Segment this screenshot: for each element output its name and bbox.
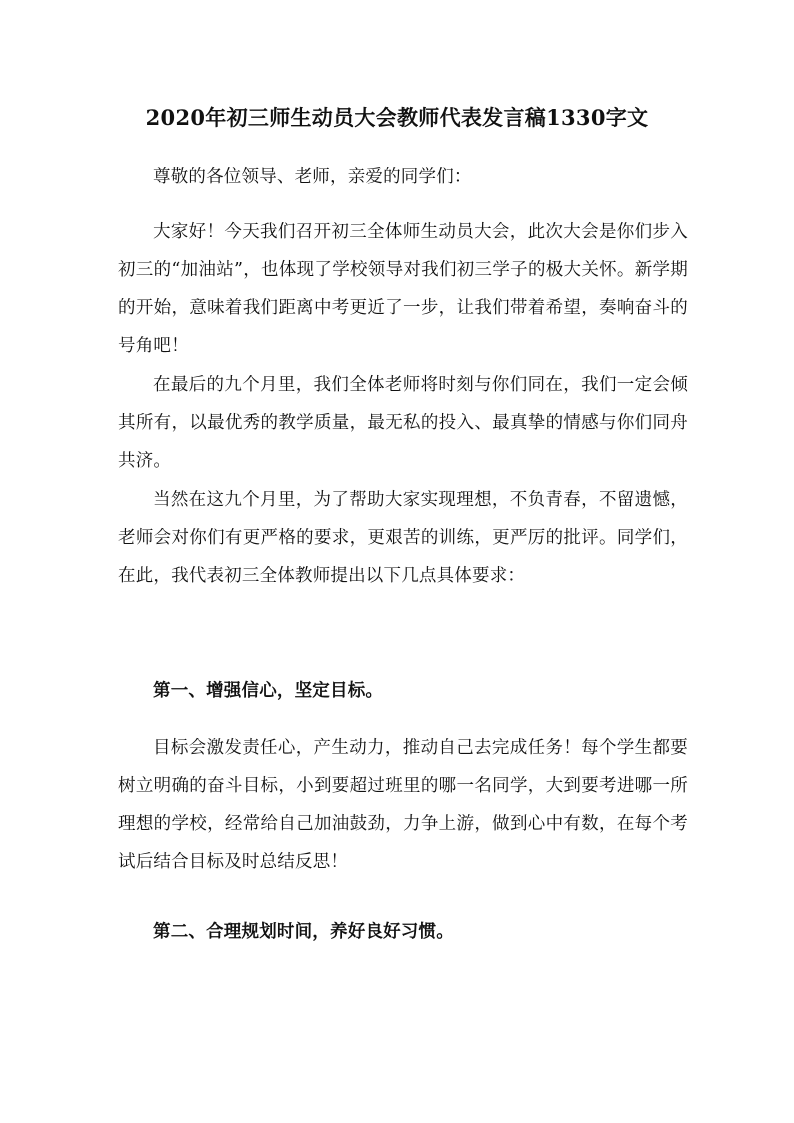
teachers-commitment-paragraph: 在最后的九个月里，我们全体老师将时刻与你们同在，我们一定会倾其所有，以最优秀的教学质量，最无私的投入、最真挚的情感与你们同舟共济。 [118, 375, 688, 471]
section-heading-2: 第二、合理规划时间，养好良好习惯。 [153, 922, 454, 942]
requirements-intro-paragraph: 当然在这九个月里，为了帮助大家实现理想，不负青春，不留遗憾，老师会对你们有更严格的要求，更艰苦的训练，更严厉的批评。同学们，在此，我代表初三全体教师提出以下几点具体要求： [118, 490, 688, 586]
document-title: 2020年初三师生动员大会教师代表发言稿1330字文 [145, 105, 649, 130]
goals-paragraph: 目标会激发责任心，产生动力，推动自己去完成任务！每个学生都要树立明确的奋斗目标，小到要超过班里的哪一名同学，大到要考进哪一所理想的学校，经常给自己加油鼓劲，力争上游，做到心中有数，在每个考试后结合目标及时总结反思！ [118, 738, 688, 872]
greeting-paragraph: 大家好！今天我们召开初三全体师生动员大会，此次大会是你们步入初三的“加油站”，也体现了学校领导对我们初三学子的极大关怀。新学期的开始，意味着我们距离中考更近了一步，让我们带着希望，奏响奋斗的号角吧！ [118, 222, 688, 356]
salutation-paragraph: 尊敬的各位领导、老师，亲爱的同学们： [153, 167, 472, 187]
section-heading-1: 第一、增强信心，坚定目标。 [153, 681, 384, 701]
